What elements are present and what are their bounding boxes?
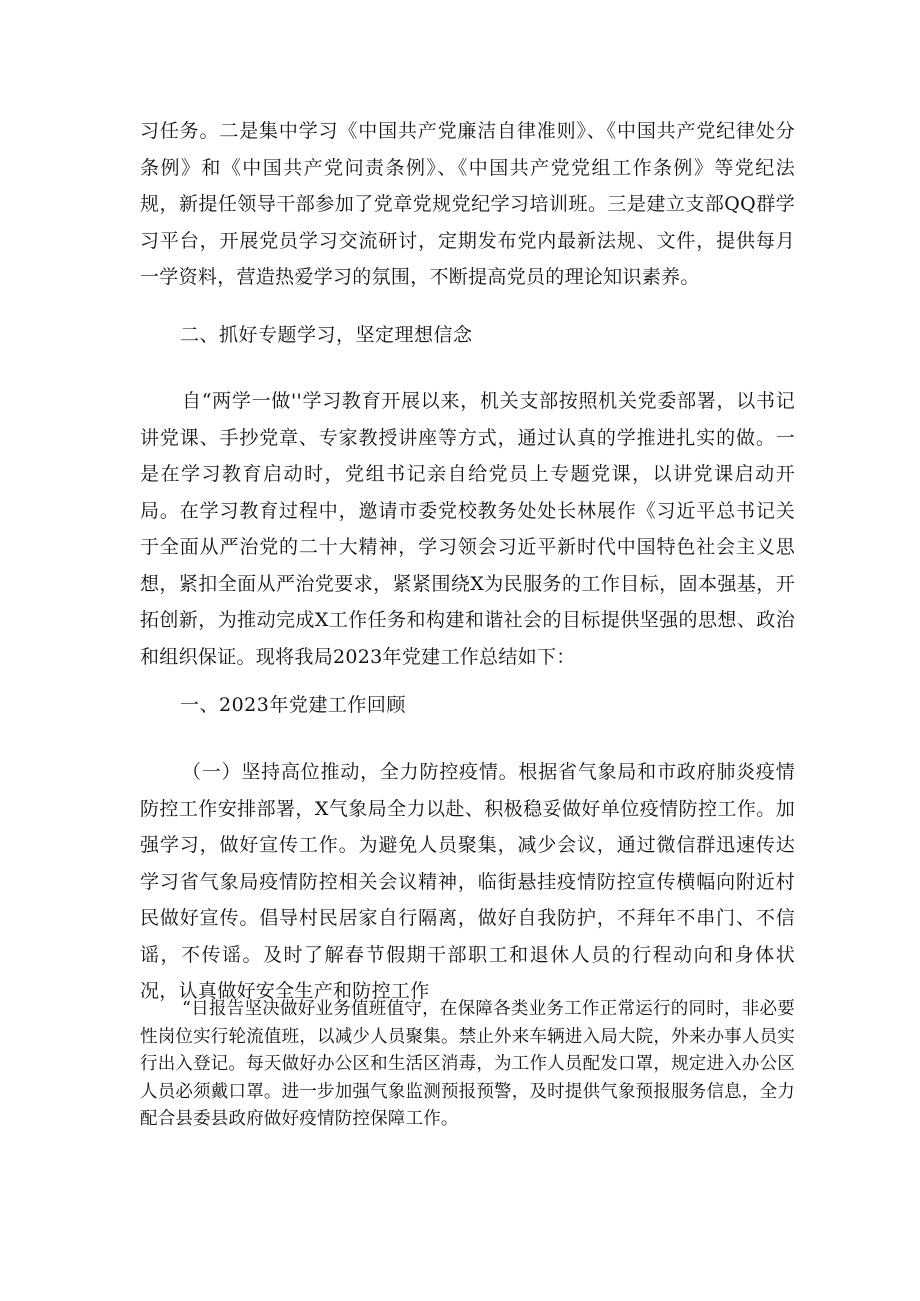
paragraph-daily-report: “日报告坚决做好业务值班值守，在保障各类业务工作正常运行的同时，非必要性岗位实行轮流值班，以减少人员聚集。禁止外来车辆进入局大院，外来办事人员实行出入登记。每天做好办公区和生活区消毒，为工作人员配发口罩，规定进入办公区人员必须戴口罩。进一步加强气象监测预报预警，及时提供气象预报服务信息，全力配合县委县政府做好疫情防控保障工作。: [140, 999, 795, 1129]
section-heading-review: 一、2023年党建工作回顾: [180, 694, 406, 716]
paragraph-epidemic-control: （一）坚持高位推动，全力防控疫情。根据省气象局和市政府肺炎疫情防控工作安排部署，X气象局全力以赴、积极稳妥做好单位疫情防控工作。加强学习，做好宣传工作。为避免人员聚集，减少会议，通过微信群迅速传达学习省气象局疫情防控相关会议精神，临街悬挂疫情防控宣传横幅向附近村民做好宣传。倡导村民居家自行隔离，做好自我防护，不拜年不串门、不信谣，不传谣。及时了解春节假期干部职工和退休人员的行程动向和身体状况，认真做好安全生产和防控工作: [140, 761, 795, 1002]
section-heading-topic-study: 二、抓好专题学习，坚定理想信念: [180, 324, 473, 346]
paragraph-two-studies: 自“两学一做''学习教育开展以来，机关支部按照机关党委部署，以书记讲党课、手抄党章、专家教授讲座等方式，通过认真的学推进扎实的做。一是在学习教育启动时，党组书记亲自给党员上专题党课，以讲党课启动开局。在学习教育过程中，邀请市委党校教务处处长林展作《习近平总书记关于全面从严治党的二十大精神，学习领会习近平新时代中国特色社会主义思想，紧扣全面从严治党要求，紧紧围绕X为民服务的工作目标，固本强基，开拓创新，为推动完成X工作任务和构建和谐社会的目标提供坚强的思想、政治和组织保证。现将我局2023年党建工作总结如下：: [140, 390, 795, 668]
paragraph-study-tasks: 习任务。二是集中学习《中国共产党廉洁自律准则》、《中国共产党纪律处分条例》和《中国共产党问责条例》、《中国共产党党组工作条例》等党纪法规，新提任领导干部参加了党章党规党纪学习培训班。三是建立支部QQ群学习平台，开展党员学习交流研讨，定期发布党内最新法规、文件，提供每月一学资料，营造热爱学习的氛围，不断提高党员的理论知识素养。: [140, 120, 795, 288]
